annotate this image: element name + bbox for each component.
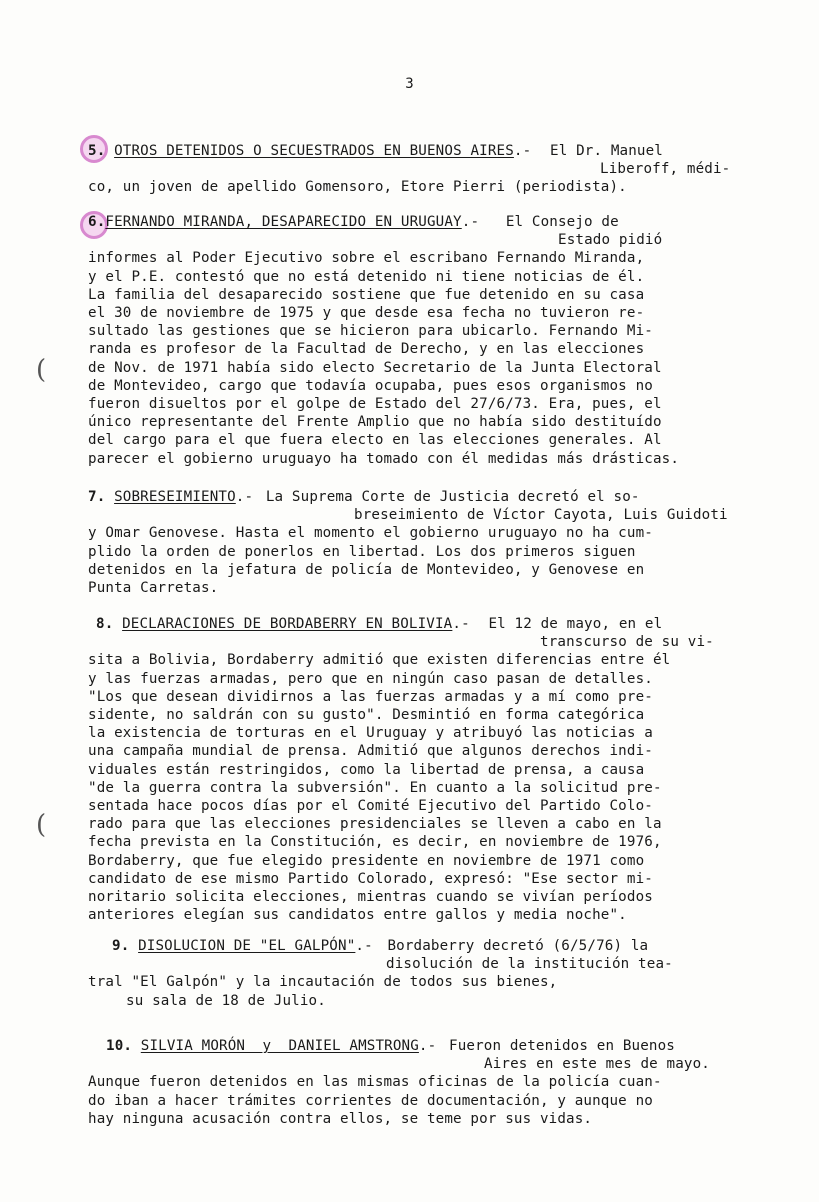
heading-text: El Dr. Manuel [550, 143, 663, 159]
separator: .- [355, 938, 382, 954]
paragraph-line: del cargo para el que fuera electo en las elecciones generales. Al [88, 432, 662, 449]
heading-text: La Suprema Corte de Justicia decretó el so- [265, 489, 640, 505]
section-title: DISOLUCION DE "EL GALPÓN" [138, 938, 356, 954]
paragraph-line: rado para que las elecciones presidenciales se lleven a cabo en la [88, 816, 662, 833]
section-heading [88, 142, 748, 160]
paragraph-line: único representante del Frente Amplio que no había sido destituído [88, 414, 662, 431]
section-title: SOBRESEIMIENTO [114, 489, 236, 505]
hanging-line: breseimiento de Víctor Cayota, Luis Guidoti [354, 507, 728, 524]
section-5 [88, 142, 748, 197]
paragraph-line: plido la orden de ponerlos en libertad. Los dos primeros siguen [88, 543, 636, 560]
paragraph-line: fueron disueltos por el golpe de Estado del 27/6/73. Era, pues, el [88, 396, 662, 413]
hanging-line: Aires en este mes de mayo. [484, 1056, 710, 1073]
paragraph-line: sita a Bolivia, Bordaberry admitió que existen diferencias entre él [88, 652, 671, 669]
margin-bracket-mark: ( [36, 810, 47, 840]
section-6 [88, 213, 748, 468]
paragraph-line: candidato de ese mismo Partido Colorado, expresó: "Ese sector mi- [88, 870, 653, 887]
paragraph-line: Aunque fueron detenidos en las mismas oficinas de la policía cuan- [88, 1074, 662, 1091]
paragraph-line: y las fuerzas armadas, pero que en ningún caso pasan de detalles. [88, 670, 653, 687]
paragraph-line: La familia del desaparecido sostiene que fue detenido en su casa [88, 286, 645, 303]
paragraph-line: randa es profesor de la Facultad de Derecho, y en las elecciones [88, 341, 645, 358]
hanging-line: disolución de la institución tea- [386, 956, 673, 973]
section-number: 9. [112, 938, 130, 954]
paragraph-line: Punta Carretas. [88, 580, 219, 597]
margin-bracket-mark: ( [36, 355, 47, 385]
section-number: 8. [96, 616, 114, 632]
paragraph-line: viduales están restringidos, como la libertad de prensa, a causa [88, 761, 645, 778]
paragraph-line: tral "El Galpón" y la incautación de todos sus bienes, [88, 974, 558, 991]
section-number: 10. [106, 1038, 133, 1054]
separator: .- [452, 616, 479, 632]
separator: .- [418, 1038, 445, 1054]
paragraph-line: y el P.E. contestó que no está detenido ni tiene noticias de él. [88, 268, 645, 285]
section-8 [88, 615, 748, 924]
section-heading [88, 937, 748, 955]
section-heading [88, 1037, 748, 1055]
paragraph-line: hay ninguna acusación contra ellos, se teme por sus vidas. [88, 1110, 593, 1127]
hanging-line: Liberoff, médi- [600, 161, 731, 178]
separator: .- [513, 143, 540, 159]
section-title: DECLARACIONES DE BORDABERRY EN BOLIVIA [122, 616, 453, 632]
section-number: 5. [88, 143, 106, 159]
paragraph-line: "de la guerra contra la subversión". En cuanto a la solicitud pre- [88, 779, 662, 796]
paragraph-line: de Montevideo, cargo que todavía ocupaba, pues esos organismos no [88, 377, 653, 394]
section-number: 7. [88, 489, 106, 505]
section-title: SILVIA MORÓN y DANIEL AMSTRONG [140, 1038, 419, 1054]
heading-text: El Consejo de [505, 214, 619, 230]
paragraph-line: parecer el gobierno uruguayo ha tomado con él medidas más drásticas. [88, 450, 680, 467]
section-heading [88, 488, 748, 506]
paragraph-line: "Los que desean dividirnos a las fuerzas armadas y a mí como pre- [88, 688, 653, 705]
heading-text: Bordaberry decretó (6/5/76) la [387, 938, 649, 954]
heading-text: Fueron detenidos en Buenos [449, 1038, 675, 1054]
section-number: 6. [88, 214, 106, 230]
paragraph-line: la existencia de torturas en el Uruguay y atribuyó las noticias a [88, 725, 653, 742]
section-title: FERNANDO MIRANDA, DESAPARECIDO EN URUGUAY [105, 214, 462, 230]
section-9 [88, 937, 748, 1010]
heading-text: El 12 de mayo, en el [488, 616, 663, 632]
paragraph-line: co, un joven de apellido Gomensoro, Etore Pierri (periodista). [88, 179, 627, 196]
section-heading [88, 213, 748, 231]
paragraph-line: Bordaberry, que fue elegido presidente en noviembre de 1971 como [88, 852, 645, 869]
section-title: OTROS DETENIDOS O SECUESTRADOS EN BUENOS AIRES [114, 143, 514, 159]
paragraph-line: una campaña mundial de prensa. Admitió que algunos derechos indi- [88, 743, 653, 760]
paragraph-line: fecha prevista en la Constitución, es decir, en noviembre de 1976, [88, 834, 662, 851]
paragraph-line: sidente, no saldrán con su gusto". Desmintió en forma categórica [88, 707, 645, 724]
paragraph-line: sentada hace pocos días por el Comité Ejecutivo del Partido Colo- [88, 798, 653, 815]
paragraph-line: anteriores elegían sus candidatos entre gallos y media noche". [88, 907, 627, 924]
paragraph-line: el 30 de noviembre de 1975 y que desde esa fecha no tuvieron re- [88, 305, 645, 322]
section-heading [88, 615, 748, 633]
page-number: 3 [405, 76, 414, 92]
section-10 [88, 1037, 748, 1128]
paragraph-line: de Nov. de 1971 había sido electo Secretario de la Junta Electoral [88, 359, 662, 376]
hanging-line: transcurso de su vi- [540, 634, 714, 651]
paragraph-line: noritario solicita elecciones, mientras cuando se vivían períodos [88, 889, 653, 906]
hanging-line: Estado pidió [558, 232, 663, 249]
paragraph-line: informes al Poder Ejecutivo sobre el escribano Fernando Miranda, [88, 250, 645, 267]
paragraph-line: y Omar Genovese. Hasta el momento el gobierno uruguayo no ha cum- [88, 525, 653, 542]
separator: .- [235, 489, 262, 505]
paragraph-line: do iban a hacer trámites corrientes de documentación, y aunque no [88, 1092, 653, 1109]
paragraph-line: su sala de 18 de Julio. [126, 992, 326, 1009]
paragraph-line: sultado las gestiones que se hicieron para ubicarlo. Fernando Mi- [88, 323, 653, 340]
section-7 [88, 488, 748, 597]
paragraph-line: detenidos en la jefatura de policía de Montevideo, y Genovese en [88, 561, 645, 578]
separator: .- [461, 214, 488, 230]
